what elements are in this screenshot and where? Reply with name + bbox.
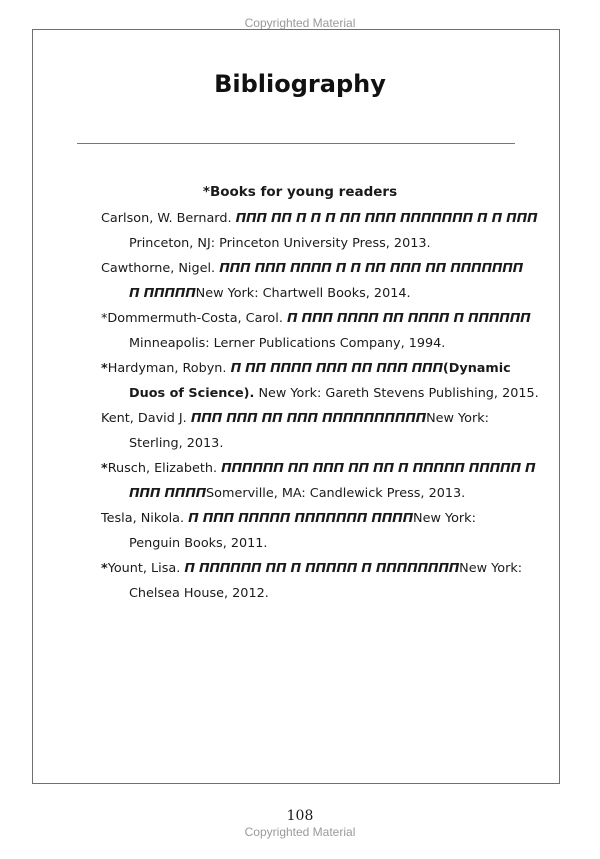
entry-publication-start: New York: [459, 561, 523, 576]
entry-title: ΠΠΠ ΠΠΠ ΠΠ ΠΠΠ ΠΠΠΠΠΠΠΠΠΠ [190, 411, 427, 426]
bibliography-entry [101, 206, 538, 256]
entry-author: Yount, Lisa. [107, 561, 181, 576]
entry-author: *Dommermuth-Costa, Carol. [101, 311, 283, 326]
entry-author: Carlson, W. Bernard. [101, 211, 232, 226]
bibliography-entry [101, 406, 501, 456]
copyright-watermark-top: Copyrighted Material [244, 16, 356, 30]
entry-title: ΠΠΠΠΠΠ ΠΠ ΠΠΠ ΠΠ ΠΠ Π ΠΠΠΠΠ ΠΠΠΠΠ Π [221, 461, 536, 476]
young-reader-marker: * [101, 461, 108, 476]
bibliography-entry [101, 456, 536, 506]
entry-publication: Sterling, 2013. [129, 436, 224, 451]
entry-publication: Minneapolis: Lerner Publications Company, 1994. [129, 336, 446, 351]
bibliography-list [101, 206, 539, 606]
entry-publication: Princeton, NJ: Princeton University Press, 2013. [129, 236, 431, 251]
section-subheading: *Books for young readers [202, 184, 398, 200]
entry-author: Kent, David J. [101, 411, 187, 426]
entry-title: ΠΠΠ ΠΠΠ ΠΠΠΠ Π Π ΠΠ ΠΠΠ ΠΠ ΠΠΠΠΠΠΠ [219, 261, 524, 276]
bibliography-entry [101, 356, 539, 406]
entry-publication: Somerville, MA: Candlewick Press, 2013. [206, 486, 466, 501]
series-name-continued: Duos of Science). [129, 386, 255, 401]
entry-title: Π ΠΠΠ ΠΠΠΠ ΠΠ ΠΠΠΠ Π ΠΠΠΠΠΠ [286, 311, 531, 326]
entry-title-continued: ΠΠΠ ΠΠΠΠ [129, 486, 207, 501]
series-name: (Dynamic [442, 361, 511, 376]
copyright-watermark-bottom: Copyrighted Material [244, 825, 356, 839]
entry-publication: New York: Gareth Stevens Publishing, 2015. [254, 386, 539, 401]
page-number: 108 [286, 808, 314, 824]
young-reader-marker: * [101, 361, 108, 376]
entry-author: Tesla, Nikola. [101, 511, 185, 526]
entry-title: Π ΠΠΠΠΠΠ ΠΠ Π ΠΠΠΠΠ Π ΠΠΠΠΠΠΠΠ [184, 561, 460, 576]
entry-author: Cawthorne, Nigel. [101, 261, 216, 276]
entry-publication-start: New York: [426, 411, 489, 426]
title-divider [77, 143, 515, 144]
entry-publication-start: New York: [413, 511, 476, 526]
entry-author: Hardyman, Robyn. [107, 361, 227, 376]
bibliography-entry [101, 256, 524, 306]
page-title: Bibliography [214, 70, 386, 98]
entry-title: Π ΠΠ ΠΠΠΠ ΠΠΠ ΠΠ ΠΠΠ ΠΠΠ [230, 361, 443, 376]
bibliography-entry [101, 506, 501, 556]
entry-title: ΠΠΠ ΠΠ Π Π Π ΠΠ ΠΠΠ ΠΠΠΠΠΠΠ Π Π ΠΠΠ [235, 211, 538, 226]
entry-title-continued: Π ΠΠΠΠΠ [129, 286, 196, 301]
young-reader-marker: * [101, 561, 108, 576]
entry-author: Rusch, Elizabeth. [107, 461, 218, 476]
entry-publication: Chelsea House, 2012. [129, 586, 269, 601]
bibliography-entry [101, 306, 531, 356]
bibliography-entry [101, 556, 523, 606]
entry-publication: Penguin Books, 2011. [129, 536, 268, 551]
entry-title: Π ΠΠΠ ΠΠΠΠΠ ΠΠΠΠΠΠΠ ΠΠΠΠ [188, 511, 413, 526]
entry-publication: New York: Chartwell Books, 2014. [195, 286, 411, 301]
